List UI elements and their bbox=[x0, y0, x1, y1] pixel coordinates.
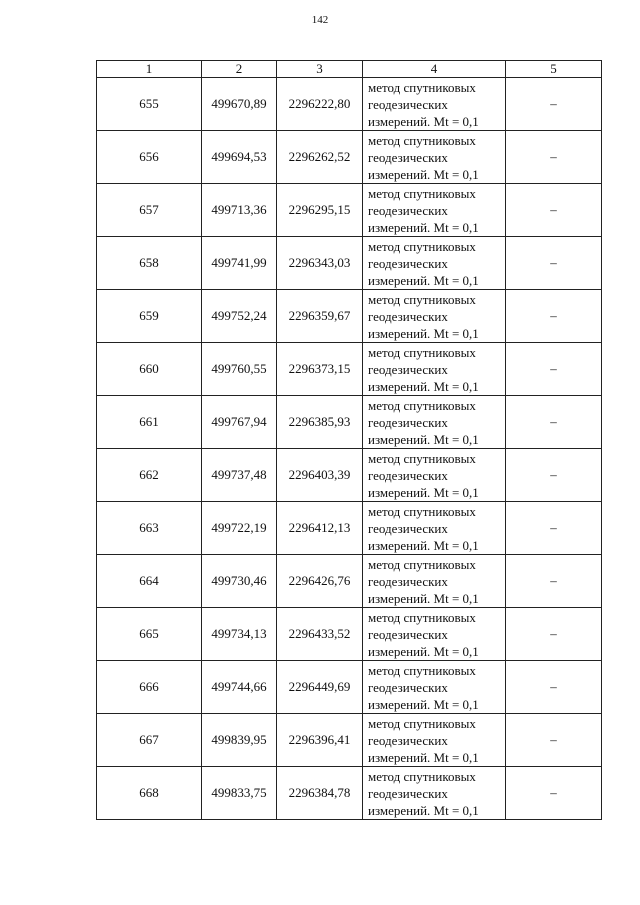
y-coordinate-cell: 2296222,80 bbox=[277, 78, 363, 131]
point-cell: 656 bbox=[97, 131, 202, 184]
method-cell: метод спутниковых геодезических измерений. Mt = 0,1 bbox=[363, 767, 506, 820]
x-coordinate-cell: 499670,89 bbox=[202, 78, 277, 131]
x-coordinate-cell: 499752,24 bbox=[202, 290, 277, 343]
note-cell: – bbox=[506, 661, 602, 714]
header-col-4: 4 bbox=[363, 61, 506, 78]
method-cell: метод спутниковых геодезических измерений. Mt = 0,1 bbox=[363, 290, 506, 343]
point-cell: 665 bbox=[97, 608, 202, 661]
y-coordinate-cell: 2296433,52 bbox=[277, 608, 363, 661]
note-cell: – bbox=[506, 78, 602, 131]
note-cell: – bbox=[506, 767, 602, 820]
method-cell: метод спутниковых геодезических измерений. Mt = 0,1 bbox=[363, 396, 506, 449]
table-row bbox=[97, 555, 602, 608]
table-row bbox=[97, 396, 602, 449]
y-coordinate-cell: 2296403,39 bbox=[277, 449, 363, 502]
x-coordinate-cell: 499833,75 bbox=[202, 767, 277, 820]
y-coordinate-cell: 2296396,41 bbox=[277, 714, 363, 767]
table-row bbox=[97, 608, 602, 661]
method-cell: метод спутниковых геодезических измерений. Mt = 0,1 bbox=[363, 555, 506, 608]
table-row bbox=[97, 78, 602, 131]
table-row bbox=[97, 767, 602, 820]
note-cell: – bbox=[506, 343, 602, 396]
point-cell: 660 bbox=[97, 343, 202, 396]
method-cell: метод спутниковых геодезических измерений. Mt = 0,1 bbox=[363, 714, 506, 767]
note-cell: – bbox=[506, 237, 602, 290]
note-cell: – bbox=[506, 608, 602, 661]
x-coordinate-cell: 499722,19 bbox=[202, 502, 277, 555]
note-cell: – bbox=[506, 131, 602, 184]
point-cell: 667 bbox=[97, 714, 202, 767]
x-coordinate-cell: 499694,53 bbox=[202, 131, 277, 184]
page-number: 142 bbox=[311, 14, 329, 26]
header-col-1: 1 bbox=[97, 61, 202, 78]
x-coordinate-cell: 499741,99 bbox=[202, 237, 277, 290]
note-cell: – bbox=[506, 449, 602, 502]
table-row bbox=[97, 714, 602, 767]
point-cell: 664 bbox=[97, 555, 202, 608]
y-coordinate-cell: 2296262,52 bbox=[277, 131, 363, 184]
point-cell: 668 bbox=[97, 767, 202, 820]
point-cell: 666 bbox=[97, 661, 202, 714]
table-row bbox=[97, 449, 602, 502]
y-coordinate-cell: 2296343,03 bbox=[277, 237, 363, 290]
y-coordinate-cell: 2296359,67 bbox=[277, 290, 363, 343]
note-cell: – bbox=[506, 396, 602, 449]
x-coordinate-cell: 499767,94 bbox=[202, 396, 277, 449]
x-coordinate-cell: 499744,66 bbox=[202, 661, 277, 714]
y-coordinate-cell: 2296295,15 bbox=[277, 184, 363, 237]
table-row bbox=[97, 184, 602, 237]
y-coordinate-cell: 2296384,78 bbox=[277, 767, 363, 820]
table-row bbox=[97, 502, 602, 555]
point-cell: 661 bbox=[97, 396, 202, 449]
note-cell: – bbox=[506, 290, 602, 343]
x-coordinate-cell: 499730,46 bbox=[202, 555, 277, 608]
x-coordinate-cell: 499737,48 bbox=[202, 449, 277, 502]
table-row bbox=[97, 661, 602, 714]
y-coordinate-cell: 2296449,69 bbox=[277, 661, 363, 714]
method-cell: метод спутниковых геодезических измерений. Mt = 0,1 bbox=[363, 131, 506, 184]
y-coordinate-cell: 2296426,76 bbox=[277, 555, 363, 608]
note-cell: – bbox=[506, 714, 602, 767]
header-col-3: 3 bbox=[277, 61, 363, 78]
point-cell: 659 bbox=[97, 290, 202, 343]
method-cell: метод спутниковых геодезических измерений. Mt = 0,1 bbox=[363, 449, 506, 502]
point-cell: 658 bbox=[97, 237, 202, 290]
coordinates-table bbox=[96, 60, 602, 820]
method-cell: метод спутниковых геодезических измерений. Mt = 0,1 bbox=[363, 237, 506, 290]
table-row bbox=[97, 290, 602, 343]
point-cell: 662 bbox=[97, 449, 202, 502]
method-cell: метод спутниковых геодезических измерений. Mt = 0,1 bbox=[363, 502, 506, 555]
method-cell: метод спутниковых геодезических измерений. Mt = 0,1 bbox=[363, 661, 506, 714]
note-cell: – bbox=[506, 502, 602, 555]
x-coordinate-cell: 499760,55 bbox=[202, 343, 277, 396]
table-body bbox=[97, 78, 602, 820]
table-row bbox=[97, 343, 602, 396]
method-cell: метод спутниковых геодезических измерений. Mt = 0,1 bbox=[363, 78, 506, 131]
method-cell: метод спутниковых геодезических измерений. Mt = 0,1 bbox=[363, 184, 506, 237]
x-coordinate-cell: 499839,95 bbox=[202, 714, 277, 767]
header-row bbox=[97, 61, 602, 78]
table-header bbox=[97, 61, 602, 78]
y-coordinate-cell: 2296412,13 bbox=[277, 502, 363, 555]
note-cell: – bbox=[506, 184, 602, 237]
note-cell: – bbox=[506, 555, 602, 608]
header-col-2: 2 bbox=[202, 61, 277, 78]
x-coordinate-cell: 499734,13 bbox=[202, 608, 277, 661]
method-cell: метод спутниковых геодезических измерений. Mt = 0,1 bbox=[363, 608, 506, 661]
y-coordinate-cell: 2296385,93 bbox=[277, 396, 363, 449]
header-col-5: 5 bbox=[506, 61, 602, 78]
table-row bbox=[97, 131, 602, 184]
method-cell: метод спутниковых геодезических измерений. Mt = 0,1 bbox=[363, 343, 506, 396]
table-row bbox=[97, 237, 602, 290]
x-coordinate-cell: 499713,36 bbox=[202, 184, 277, 237]
point-cell: 655 bbox=[97, 78, 202, 131]
point-cell: 657 bbox=[97, 184, 202, 237]
y-coordinate-cell: 2296373,15 bbox=[277, 343, 363, 396]
point-cell: 663 bbox=[97, 502, 202, 555]
